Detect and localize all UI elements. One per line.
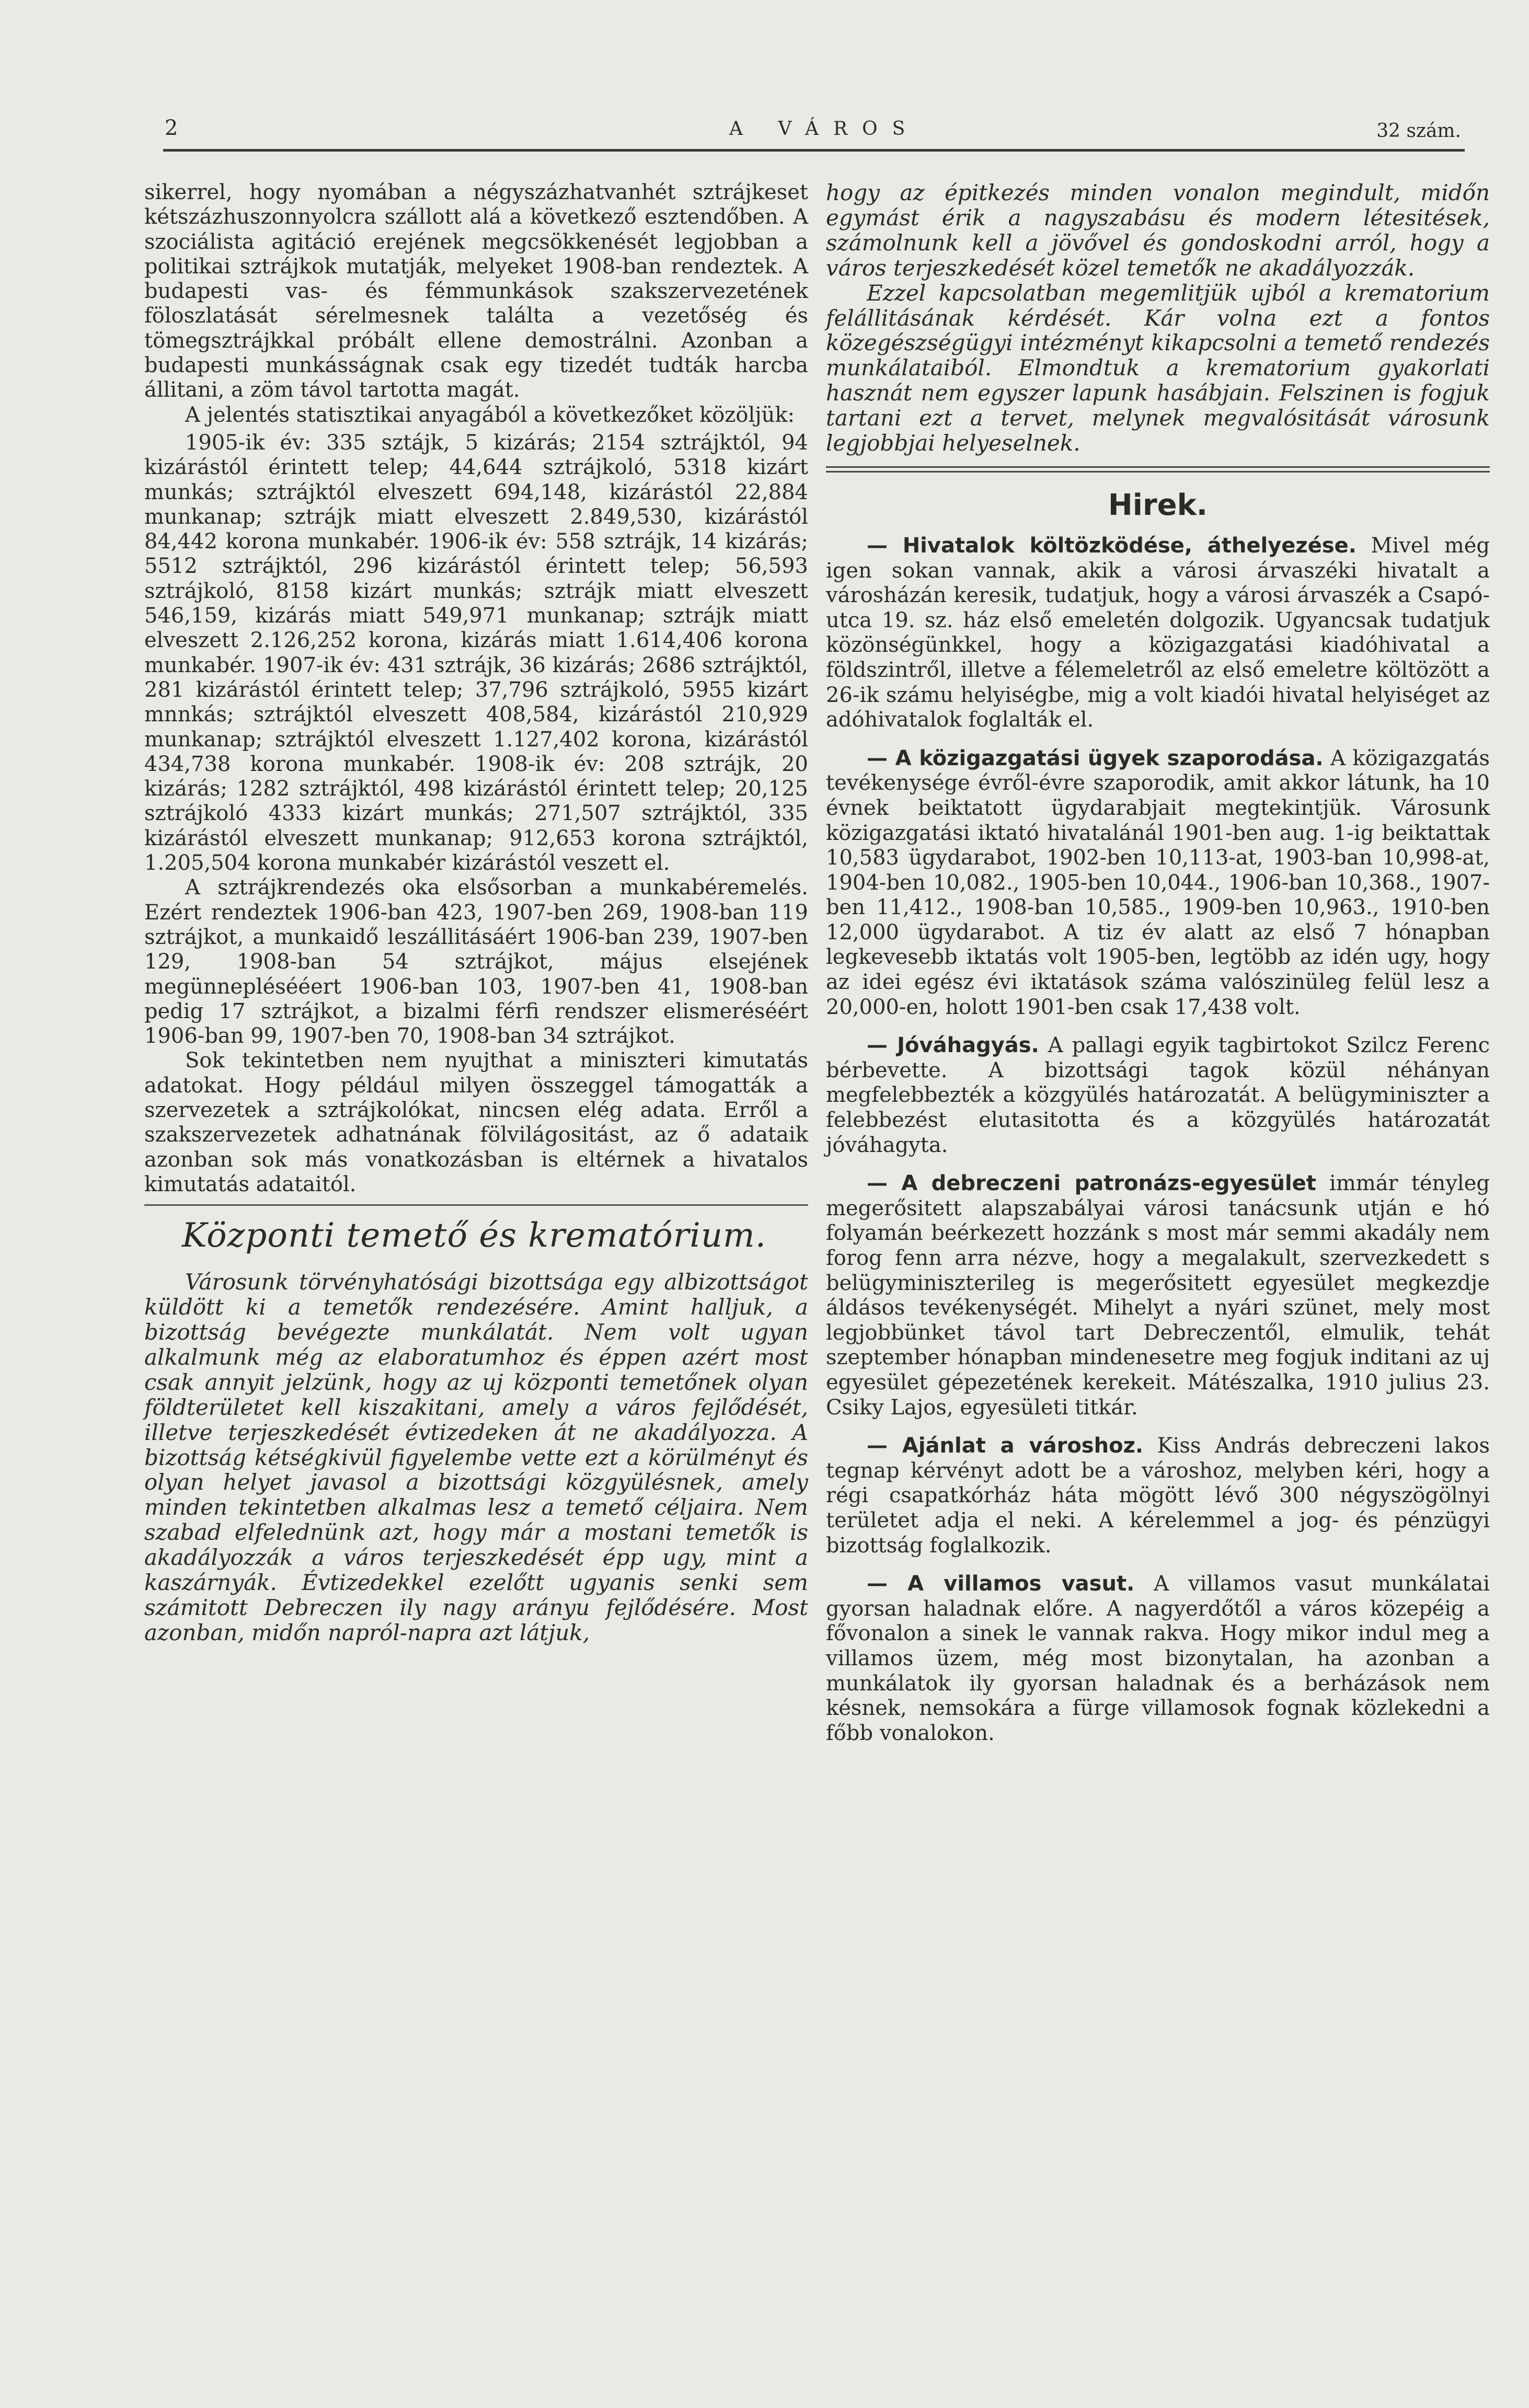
news-text: A pallagi egyik tagbirtokot Szilcz Ferenc bérbevette. A bizottsági tagok közül néhányan megfelebbezték a közgyülés határozatát. A belügyminiszter a felebbezést elutasitotta és a közgyülés határozatát jóváhagyta. (826, 1033, 1490, 1157)
section-title-cemetery: Központi temető és krematórium. (182, 1216, 767, 1255)
paragraph-cemetery-continued: hogy az épitkezés minden vonalon megindult, midőn egymást érik a nagyszabásu és modern létesitések, számolnunk kell a jövővel és gondoskodni arról, hogy a város terjeszkedését közel temetők ne akadályozzák. (826, 180, 1490, 281)
news-text: A villamos vasut munkálatai gyorsan haladnak előre. A nagyerdőtől a város közepéig a fővonalon a sinek le vannak rakva. Hogy mikor indul meg a villamos üzem, még most bizonytalan, ha azonban a munkálatok ily gyorsan haladnak és a berházások nem késnek, nemsokára a fürge villamosok fognak közlekedni a főbb vonalokon. (826, 1572, 1490, 1745)
paragraph-strike-decline: sikerrel, hogy nyomában a négyszázhatvanhét sztrájkeset kétszázhuszonnyolcra szállott alá a következő esztendőben. A szociálista agitáció erejének megcsökkenését legjobban a politikai sztrájkok mutatják, melyeket 1908-ban rendeztek. A budapesti vas- és fémmunkások szakszervezetének föloszlatását sérelmesnek találta a vezetőség és tömegsztrájkkal próbált ellene demostrálni. Azonban a budapesti munkásságnak csak egy tizedét tudták harcba állitani, a zöm távol tartotta magát. (144, 180, 808, 402)
paragraph-strike-causes: A sztrájkrendezés oka elsősorban a munkabéremelés. Ezért rendeztek 1906-ban 423, 1907-ben 269, 1908-ban 119 sztrájkot, a munkaidő leszállitásáért 1906-ban 239, 1907-ben 129, 1908-ban 54 sztrájkot, május elsejének megünneplésééert 1906-ban 103, 1907-ben 41, 1908-ban pedig 17 sztrájkot, a bizalmi férfi rendszer elismeréséért 1906-ban 99, 1907-ben 70, 1908-ban 34 sztrájkot. (144, 875, 808, 1049)
news-headline: — Hivatalok költözködése, áthelyezése. (867, 533, 1356, 558)
paragraph-cemetery-italic: Városunk törvényhatósági bizottsága egy albizottságot küldött ki a temetők rendezésére. Amint halljuk, a bizottság bevégezte munkálatát. Nem volt ugyan alkalmunk még az elaboratumhoz és éppen azért most csak annyit jelzünk, hogy az uj központi temetőnek olyan földterületet kell kiszakitani, amely a város fejlődését, illetve terjeszkedését évtizedeken át ne akadályozza. A bizottság kétségkivül figyelembe vette ezt a körülményt és olyan helyet javasol a bizottsági közgyülésnek, amely minden tekintetben alkalmas lesz a temető céljaira. Nem szabad elfelednünk azt, hogy már a mostani temetők is akadályozzák a város terjeszkedését épp ugy, mint a kaszárnyák. Évtizedekkel ezelőtt ugyanis senki sem számitott Debreczen ily nagy arányu fejlődésére. Most azonban, midőn napról-napra azt látjuk, (144, 1269, 808, 1645)
news-item (826, 1572, 1490, 1746)
right-column (826, 180, 1490, 1759)
news-text: A közigazgatás tevékenysége évről-évre szaporodik, amit akkor látunk, ha 10 évnek beiktatott ügydarabjait megtekintjük. Városunk közigazgatási iktató hivatalánál 1901-ben aug. 1-ig beiktattak 10,583 ügydarabot, 1902-ben 10,113-at, 1903-ban 10,998-at, 1904-ben 10,082., 1905-ben 10,044., 1906-ban 10,368., 1907-ben 11,412., 1908-ban 10,585., 1909-ben 10,963., 1910-ben 12,000 ügydarabot. A tiz év alatt az első 7 hónapban legkevesebb iktatás volt 1905-ben, legtöbb az idén ugy, hogy az idei egész évi iktatások száma valószinüleg felül lesz a 20,000-en, holott 1901-ben csak 17,438 volt. (826, 746, 1490, 1019)
left-column (144, 180, 808, 1645)
paragraph-crematorium: Ezzel kapcsolatban megemlitjük ujból a krematorium felállitásának kérdését. Kár volna ezt a fontos közegészségügyi intézményt kikapcsolni a temető rendezés munkálataiból. Elmondtuk a krematorium gyakorlati hasznát nem egyszer lapunk hasábjain. Felszinen is fogjuk tartani ezt a tervet, melynek megvalósitását városunk legjobbjai helyeselnek. (826, 280, 1490, 456)
news-headline: — Jóváhagyás. (867, 1033, 1039, 1058)
news-headline: — Ajánlat a városhoz. (867, 1434, 1144, 1458)
section-divider (144, 1204, 808, 1206)
newspaper-title: A VÁROS (729, 118, 920, 140)
news-item (826, 534, 1490, 733)
news-headline: — A villamos vasut. (867, 1572, 1135, 1596)
news-headline: — A közigazgatási ügyek szaporodása. (867, 746, 1324, 770)
double-divider (826, 466, 1490, 473)
news-text: Mivel még igen sokan vannak, akik a városi árvaszéki hivatalt a városházán keresik, tudatjuk, hogy a városi árvaszék a Csapó-utca 19. sz. ház első emeletén dolgozik. Ugyancsak tudatjuk közönségünkkel, hogy a közigazgatási kiadóhivatal a földszintről, illetve a félemeletről az első emeletre költözött a 26-ik számu helyiségbe, mig a volt kiadói hivatal helyiséget az adóhivatalok foglalták el. (826, 533, 1490, 732)
news-item (826, 1171, 1490, 1420)
news-text: Kiss András debreczeni lakos tegnap kérvényt adott be a városhoz, melyben kéri, hogy a régi csapatkórház háta mögött lévő 300 négyszögölnyi területet adja el neki. A kérelemmel a jog- és pénzügyi bizottság foglalkozik. (826, 1434, 1490, 1558)
news-list (826, 534, 1490, 1746)
news-text: immár tényleg megerősitett alapszabályai városi tanácsunk utján e hó folyamán beérkezett hozzánk s most már semmi akadály nem forog fenn arra nézve, hogy a megalakult, szervezkedett s belügyminiszterileg is megerősitett egyesület megkezdje áldásos tevékenységét. Mihelyt a nyári szünet, mely most legjobbünket távol tart Debreczentől, elmulik, tehát szeptember hónapban mindenesetre meg fogjuk inditani az uj egyesület gépezetének kerekeit. Mátészalka, 1910 julius 23. Csiky Lajos, egyesületi titkár. (826, 1171, 1490, 1420)
header-rule (163, 149, 1465, 152)
page-header (165, 116, 1461, 153)
news-item (826, 746, 1490, 1020)
paragraph-strike-statistics: 1905-ik év: 335 sztájk, 5 kizárás; 2154 sztrájktól, 94 kizárástól érintett telep; 44,644 sztrájkoló, 5318 kizárt munkás; sztrájktól elveszett 694,148, kizárástól 22,884 munkanap; sztrájk miatt elveszett 2.849,530, kizárástól 84,442 korona munkabér. 1906-ik év: 558 sztrájk, 14 kizárás; 5512 sztrájktól, 296 kizárástól érintett telep; 56,593 sztrájkoló, 8158 kizárt munkás; sztrájk miatt elveszett 546,159, kizárás miatt 549,971 munkanap; sztrájk miatt elveszett 2.126,252 korona, kizárás miatt 1.614,406 korona munkabér. 1907-ik év: 431 sztrájk, 36 kizárás; 2686 sztrájktól, 281 kizárástól érintett telep; 37,796 sztrájkoló, 5955 kizárt mnnkás; sztrájktól elveszett 408,584, kizárástól 210,929 munkanap; sztrájktól elveszett 1.127,402 korona, kizárástól 434,738 korona munkabér. 1908-ik év: 208 sztrájk, 20 kizárás; 1282 sztrájktól, 498 kizárástól érintett telep; 20,125 sztrájkoló 4333 kizárt munkás; 271,507 sztrájktól, 335 kizárástól elveszett munkanap; 912,653 korona sztrájktól, 1.205,504 korona munkabér kizárástól veszett el. (144, 430, 808, 875)
news-headline: — A debreczeni patronázs-egyesület (867, 1171, 1316, 1196)
issue-number: 32 szám. (1376, 120, 1461, 142)
news-section-title: Hirek. (1108, 488, 1208, 522)
page-number: 2 (165, 116, 178, 140)
paragraph-stats-intro: A jelentés statisztikai anyagából a következőket közöljük: (185, 402, 795, 427)
paragraph-ministry-report: Sok tekintetben nem nyujthat a miniszteri kimutatás adatokat. Hogy például milyen összeggel támogatták a szervezetek a sztrájkolókat, nincsen elég adata. Erről a szakszervezetek adhatnának fölvilágositást, az ő adataik azonban sok más vonatkozásban is eltérnek a hivatalos kimutatás adataitól. (144, 1049, 808, 1196)
news-item (826, 1434, 1490, 1558)
news-item (826, 1033, 1490, 1158)
